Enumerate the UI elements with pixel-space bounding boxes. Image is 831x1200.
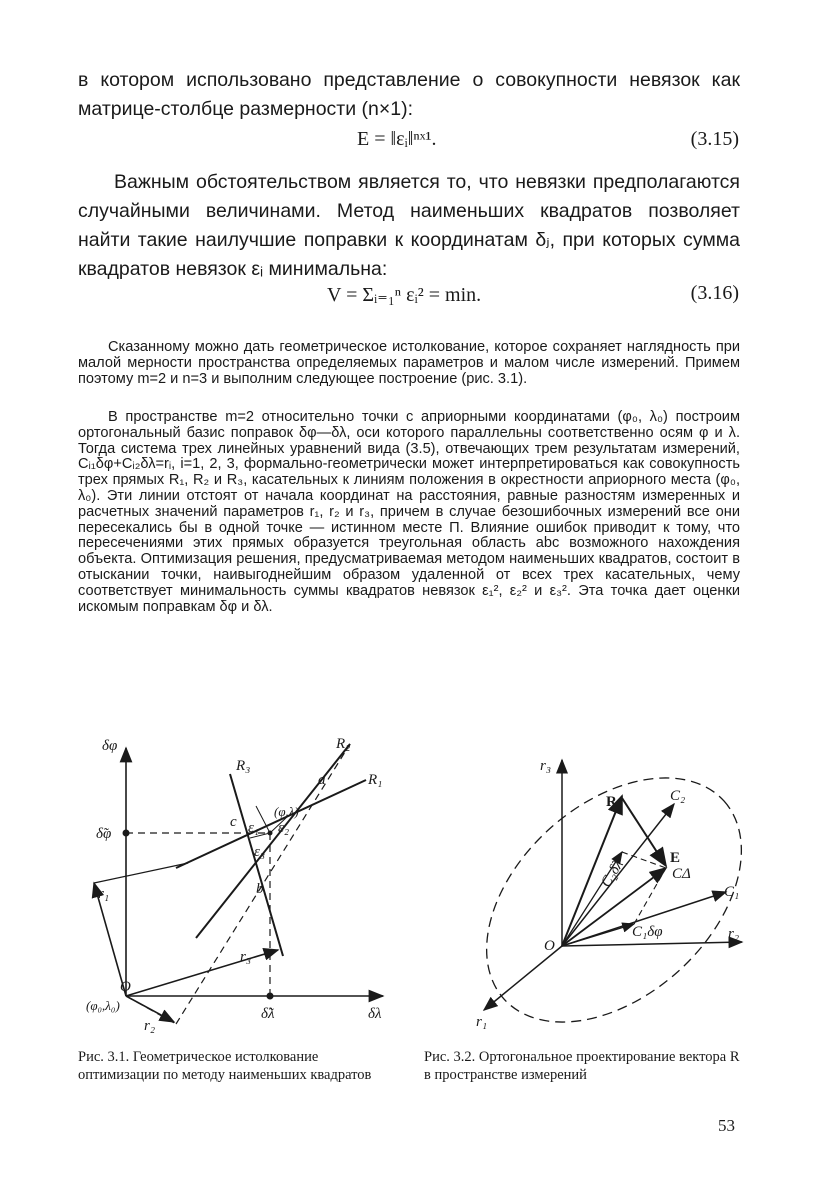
vector-r3 <box>126 950 278 996</box>
eps1-label: ε₁ <box>248 820 260 836</box>
eps3-label: ε₃ <box>254 844 266 860</box>
R2-label: R₂ <box>336 736 351 752</box>
point-c-label: c <box>230 814 237 830</box>
C1-label: C₁ <box>724 884 740 900</box>
delta-lambda-axis-label: δλ <box>368 1006 382 1022</box>
equation-3-16: V = Σᵢ₌₁ⁿ εᵢ² = min. <box>327 284 482 306</box>
space-construction-paragraph: В пространстве m=2 относительно точки с априорными координатами (φ₀, λ₀) построим ортогональный базис поправок δφ—δλ, оси которого параллельны соответственно осям φ и λ. Тогда система трех линейных уравнений вида (3.5), отвечающих трем результатам измерений, Cᵢ₁δφ+Cᵢ₂δλ=rᵢ, i=1, 2, 3, формально-геометрически может интерпретироваться как совокупность трех прямых R₁, R₂ и R₃, касательных к линиям положения в окрестности априорного места (φ₀, λ₀). Эти линии отстоят от начала координат на расстояния, равные разностям измеренных и расчетных значений параметров r₁, r₂ и r₃, причем в случае безошибочных измерений все они пересекались бы в одной точке — истинном месте П. Влияние ошибок приводит к тому, что пересечениями этих прямых образуется треугольная область abc возможного нахождения объекта. Оптимизация решения, предусматриваемая методом наименьших квадратов, состоит в отыскании точки, наивыгоднейшим образом удаленной от всех трех касательных, чему соответствует минимальность суммы квадратов невязок ε₁², ε₂² и ε₃². Эта точка дает оценки искомым поправкам δφ и δλ. <box>78 409 740 615</box>
figure-3-2-caption: Рис. 3.2. Ортогональное проектирование вектора R в пространстве измерений <box>424 1049 740 1083</box>
point-a-label: a <box>318 772 326 788</box>
C1-delta-phi-label: C₁δφ <box>632 924 663 940</box>
r3-axis-label: r₃ <box>540 758 552 774</box>
intro-paragraph: в котором использовано представление о совокупности невязок как матрице-столбце размерности (n×1): <box>78 69 740 120</box>
r2-axis-label: r₂ <box>728 926 740 942</box>
C-delta-label: CΔ <box>672 866 691 882</box>
r3-label: r₃ <box>240 949 252 965</box>
line-r1 <box>176 780 366 868</box>
vector-C1-delta-phi <box>562 924 634 946</box>
C2-label: C₂ <box>670 788 686 804</box>
R-label: R <box>606 794 617 810</box>
origin-label: O <box>544 938 555 954</box>
origin-coords-label: (φ₀,λ₀) <box>86 998 120 1013</box>
geometric-interpretation-paragraph: Сказанному можно дать геометрическое истолкование, которое сохраняет наглядность при малой мерности пространства определяемых параметров и малом числе измерений. Примем поэтому m=2 и n=3 и выполним следующее построение (рис. 3.1). <box>78 339 740 387</box>
delta-lambda-tilde-label: δ̃λ <box>261 1006 275 1022</box>
vector-E <box>622 798 666 866</box>
equation-number-3-16: (3.16) <box>690 282 739 304</box>
origin-label: O <box>120 979 131 995</box>
r1-axis <box>484 946 562 1010</box>
r2-axis <box>562 942 742 946</box>
point-b-label: b <box>256 881 264 897</box>
line-r2 <box>196 744 350 938</box>
phi-lambda-label: (φ,λ) <box>274 804 299 819</box>
figure-3-2 <box>456 746 756 1036</box>
figure-3-1-caption: Рис. 3.1. Геометрическое истолкование оптимизации по методу наименьших квадратов <box>78 1049 372 1083</box>
R1-label: R₁ <box>368 772 383 788</box>
r1-label: r₁ <box>98 886 110 902</box>
r2-label: r₂ <box>144 1018 156 1034</box>
delta-phi-tilde-label: δ̃φ <box>96 826 112 842</box>
equation-3-15: E = ‖εᵢ‖ⁿˣ¹. <box>357 128 437 150</box>
figure-3-1 <box>78 728 408 1040</box>
page-number: 53 <box>718 1116 735 1135</box>
eps2-label: ε₂ <box>278 820 290 836</box>
E-label: E <box>670 850 681 866</box>
equation-number-3-15: (3.15) <box>690 128 739 150</box>
line-r3 <box>230 774 283 956</box>
r1-axis-label: r₁ <box>476 1014 488 1030</box>
R3-label: R₃ <box>236 758 251 774</box>
random-residuals-paragraph: Важным обстоятельством является то, что невязки предполагаются случайными величинами. Метод наименьших квадратов позволяет найти такие наилучшие поправки к координатам δⱼ, при которых сумма квадратов невязок εᵢ минимальна: <box>78 171 740 280</box>
delta-phi-axis-label: δφ <box>102 738 118 754</box>
C2-delta-lambda-label: C₂δλ <box>598 857 627 891</box>
